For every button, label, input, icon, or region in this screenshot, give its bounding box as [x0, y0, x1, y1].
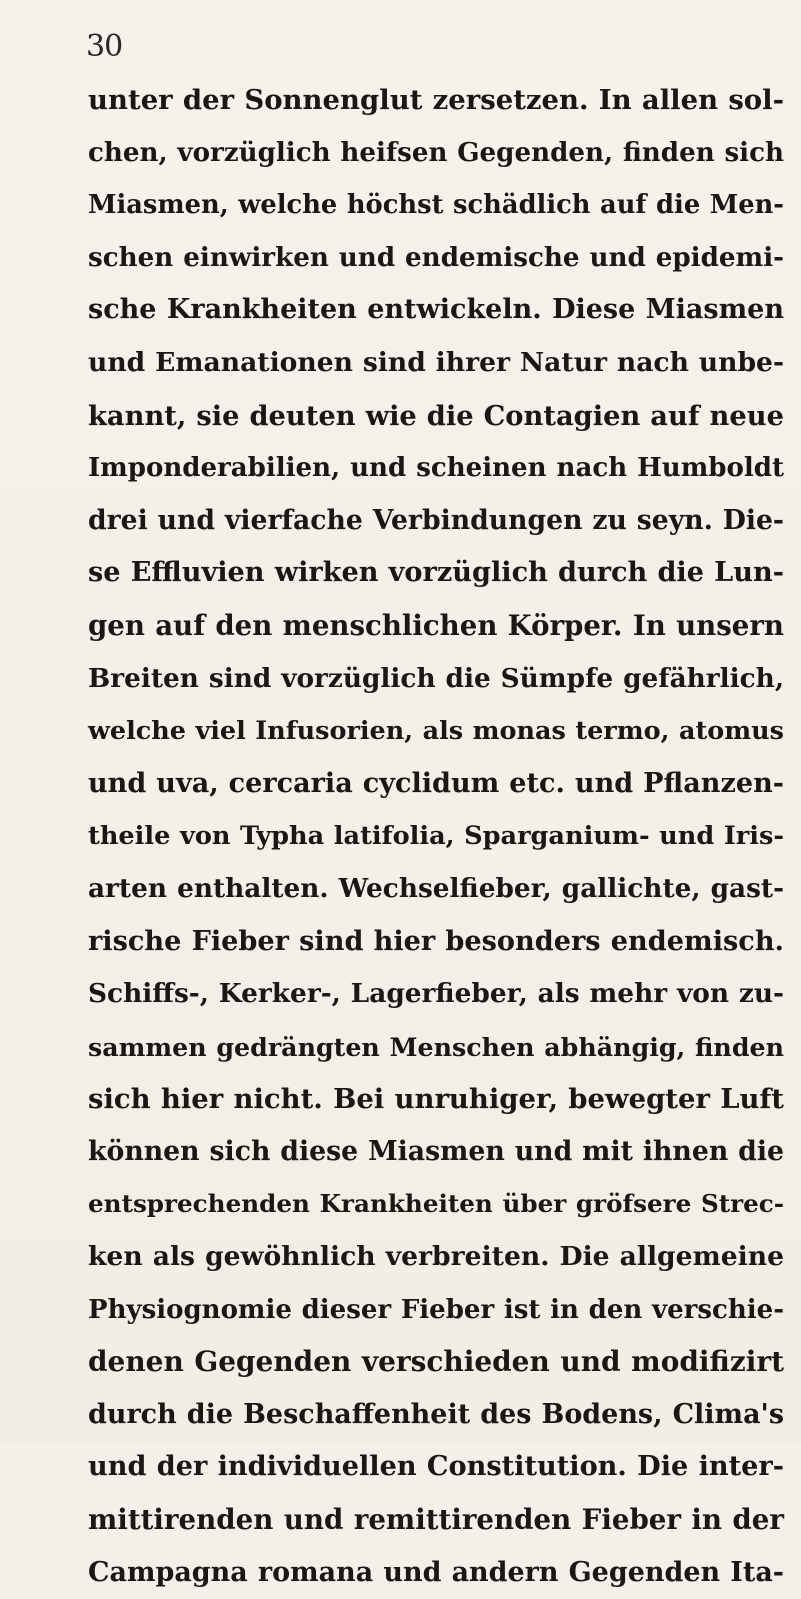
text-line: kannt, sie deuten wie die Contagien auf neue: [88, 399, 784, 432]
text-line: chen, vorzüglich heifsen Gegenden, finden sich: [88, 136, 784, 168]
text-line: sche Krankheiten entwickeln. Diese Miasmen: [88, 294, 784, 326]
page-number: 30: [86, 29, 123, 64]
text-line: und uva, cercaria cyclidum etc. und Pflanzen-: [88, 767, 784, 799]
text-line: Schiffs-, Kerker-, Lagerfieber, als mehr von zu-: [88, 978, 784, 1010]
text-line: drei und vierfache Verbindungen zu seyn. Die-: [88, 504, 784, 536]
text-line: unter der Sonnenglut zersetzen. In allen sol-: [88, 84, 784, 116]
text-line: Physiognomie dieser Fieber ist in den verschie-: [88, 1294, 784, 1325]
text-line: sammen gedrängten Menschen abhängig, finden: [88, 1031, 784, 1062]
text-line: rische Fieber sind hier besonders endemisch.: [88, 925, 784, 957]
text-line: Campagna romana und andern Gegenden Ita-: [88, 1556, 784, 1588]
text-line: ken als gewöhnlich verbreiten. Die allgemeine: [88, 1241, 784, 1273]
text-line: gen auf den menschlichen Körper. In unsern: [88, 608, 784, 642]
text-line: Imponderabilien, und scheinen nach Humboldt: [88, 453, 784, 484]
text-line: und Emanationen sind ihrer Natur nach unbe-: [88, 346, 784, 378]
text-line: mittirenden und remittirenden Fieber in der: [88, 1503, 784, 1537]
text-line: welche viel Infusorien, als monas termo, atomus: [88, 716, 784, 747]
text-line: sich hier nicht. Bei unruhiger, bewegter Luft: [88, 1083, 784, 1116]
body-text: [88, 74, 784, 1599]
text-line: können sich diese Miasmen und mit ihnen die: [88, 1135, 784, 1167]
text-line: arten enthalten. Wechselfieber, gallichte, gast-: [88, 872, 784, 904]
text-line: schen einwirken und endemische und epidemi-: [88, 241, 784, 273]
text-line: se Effluvien wirken vorzüglich durch die Lun-: [88, 557, 784, 589]
text-line: theile von Typha latifolia, Sparganium- und Iris-: [88, 821, 784, 852]
text-line: durch die Beschaffenheit des Bodens, Clima's: [88, 1398, 784, 1430]
text-line: Breiten sind vorzüglich die Sümpfe gefährlich,: [88, 662, 784, 694]
text-line: entsprechenden Krankheiten über gröfsere Strec-: [88, 1189, 784, 1219]
text-line: und der individuellen Constitution. Die inter-: [88, 1451, 784, 1483]
text-line: denen Gegenden verschieden und modifizirt: [88, 1345, 784, 1379]
text-line: Miasmen, welche höchst schädlich auf die Men-: [88, 190, 784, 221]
